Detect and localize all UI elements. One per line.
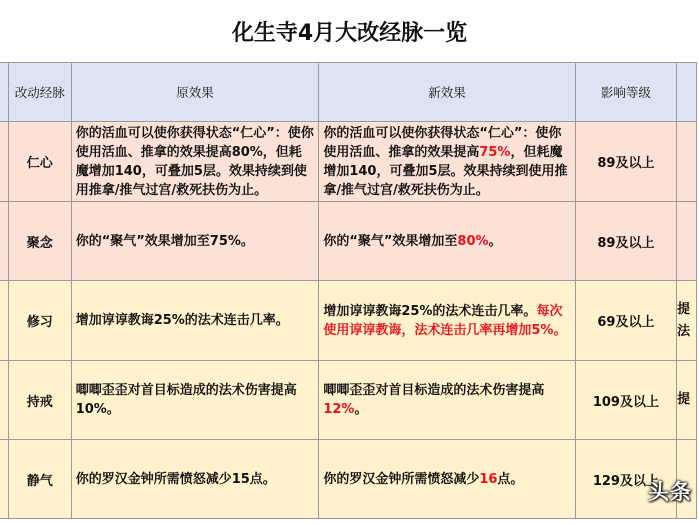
header-level: 影响等级 [575,63,676,122]
meridian-name: 仁心 [8,122,71,202]
row-spacer-left [0,202,8,281]
header-old-effect: 原效果 [71,63,319,122]
meridian-name: 持戒 [8,361,71,440]
row-spacer-left [0,361,8,440]
table-row [0,122,697,202]
meridian-name: 修习 [8,281,71,361]
header-name: 改动经脉 [8,63,71,122]
row-spacer-right [677,122,697,202]
old-effect: 你的罗汉金钟所需愤怒减少15点。 [71,440,319,519]
table-header-row [0,63,697,122]
row-spacer-right [677,202,697,281]
new-effect: 你的“聚气”效果增加至80%。 [319,202,575,281]
old-effect: 你的“聚气”效果增加至75%。 [71,202,319,281]
table-row [0,202,697,281]
changed-value: 16 [479,471,498,487]
watermark-logo: 头条 [648,480,692,504]
meridian-name: 静气 [8,440,71,519]
old-effect: 你的活血可以使你获得状态“仁心”：使你使用活血、推拿的效果提高80%，但耗魔增加140，可叠加5层。效果持续到使用推拿/推气过宫/救死扶伤为止。 [71,122,319,202]
new-effect: 唧唧歪歪对首目标造成的法术伤害提高12%。 [319,361,575,440]
header-spacer-left [0,63,8,122]
new-effect: 增加谆谆教诲25%的法术连击几率。每次使用谆谆教诲，法术连击几率再增加5%。 [319,281,575,361]
affected-level: 89及以上 [575,122,676,202]
page-title: 化生寺4月大改经脉一览 [231,20,468,46]
header-spacer-right [677,63,697,122]
row-spacer-left [0,281,8,361]
affected-level: 89及以上 [575,202,676,281]
affected-level: 129及以上 [575,440,676,519]
new-effect: 你的活血可以使你获得状态“仁心”：使你使用活血、推拿的效果提高75%，但耗魔增加140，可叠加5层。效果持续到使用推拿/推气过宫/救死扶伤为止。 [319,122,575,202]
table-row [0,440,697,519]
meridian-changes-table [0,62,697,519]
affected-level: 109及以上 [575,361,676,440]
table-row [0,361,697,440]
affected-level: 69及以上 [575,281,676,361]
cropped-note: 提 法 [677,281,697,361]
cropped-note: 提 [677,361,697,440]
header-new-effect: 新效果 [319,63,575,122]
changed-value: 12% [323,402,355,417]
table-row [0,281,697,361]
changed-value: 80% [457,233,489,249]
changed-value: 75% [479,144,511,160]
row-spacer-left [0,440,8,519]
old-effect: 唧唧歪歪对首目标造成的法术伤害提高10%。 [71,361,319,440]
new-effect: 你的罗汉金钟所需愤怒减少16点。 [319,440,575,519]
old-effect: 增加谆谆教诲25%的法术连击几率。 [71,281,319,361]
row-spacer-left [0,122,8,202]
changed-value: 每次使用谆谆教诲，法术连击几率再增加5%。 [323,303,567,338]
meridian-name: 聚念 [8,202,71,281]
